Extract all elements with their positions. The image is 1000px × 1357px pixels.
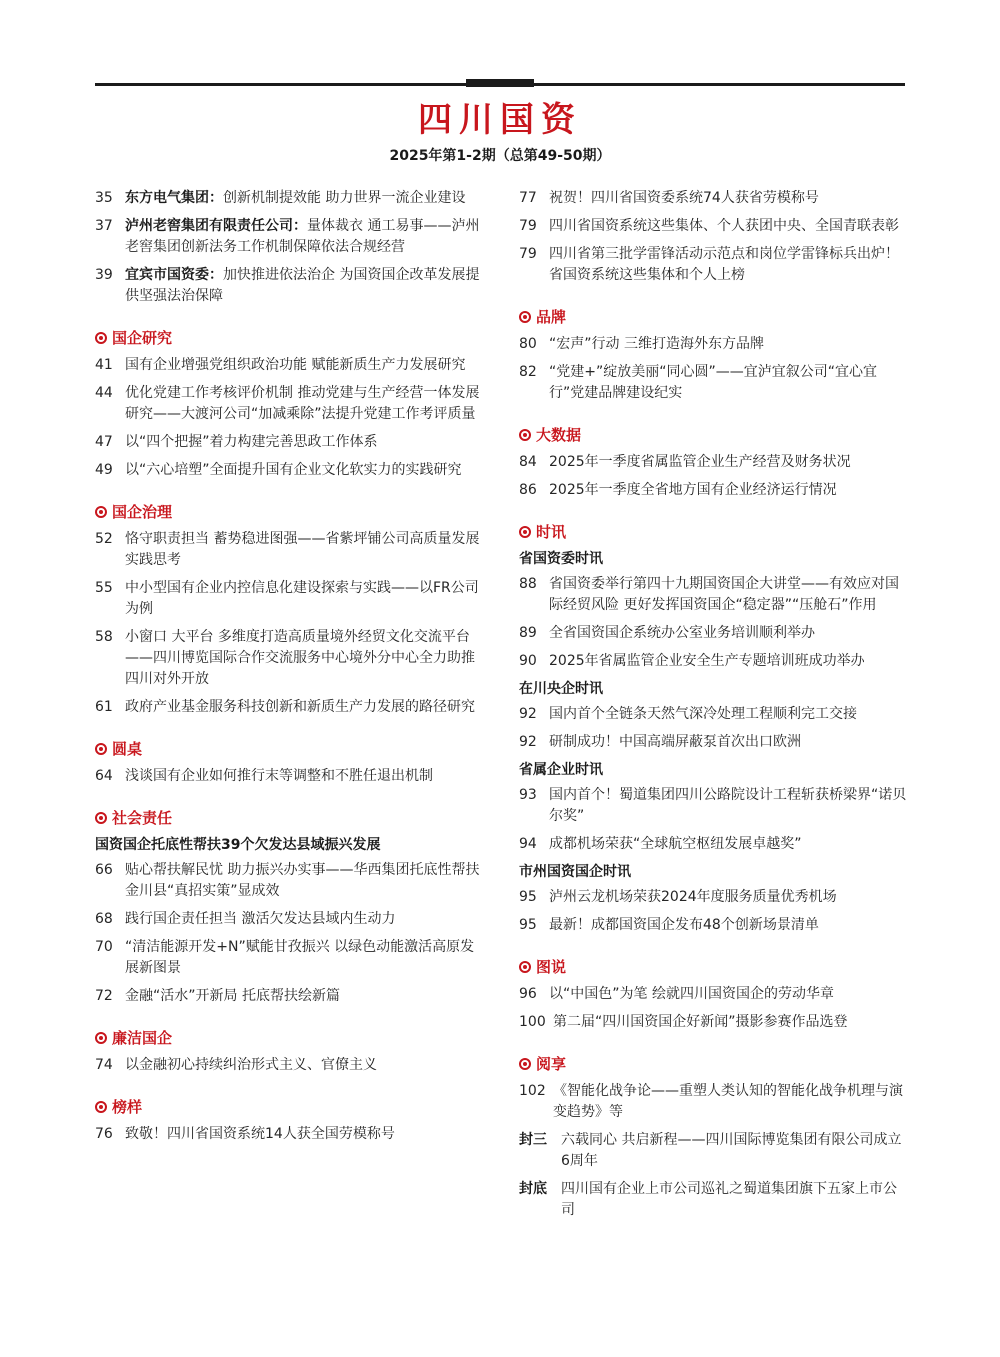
bullet-ring-icon	[519, 429, 531, 441]
page-number: 49	[95, 462, 113, 478]
toc-entry[interactable]	[95, 383, 481, 425]
bullet-ring-icon	[519, 311, 531, 323]
toc-entry[interactable]	[95, 578, 481, 620]
toc-entry[interactable]	[519, 188, 907, 209]
page-number: 52	[95, 531, 113, 547]
organization-name: 宜宾市国资委：	[125, 267, 223, 283]
toc-entry[interactable]	[519, 887, 907, 908]
article-title: 恪守职责担当 蓄势稳进图强——省紫坪铺公司高质量发展实践思考	[125, 531, 480, 568]
top-rule-tab	[466, 79, 534, 87]
article-title: 全省国资国企系统办公室业务培训顺利举办	[549, 625, 815, 641]
bullet-ring-icon	[95, 506, 107, 518]
toc-entry[interactable]	[95, 909, 481, 930]
page-number: 79	[519, 218, 537, 234]
article-title: 六载同心 共启新程——四川国际博览集团有限公司成立6周年	[561, 1132, 902, 1169]
bullet-ring-icon	[519, 1058, 531, 1070]
toc-entry[interactable]	[95, 1055, 481, 1076]
page-number: 89	[519, 625, 537, 641]
toc-entry[interactable]	[519, 362, 907, 404]
page-number: 102	[519, 1083, 546, 1099]
bullet-ring-icon	[95, 332, 107, 344]
article-title: “党建+”绽放美丽“同心圆”——宜泸宜叙公司“宜心宜行”党建品牌建设纪实	[549, 364, 877, 401]
page-number: 96	[519, 986, 537, 1002]
toc-entry[interactable]	[519, 334, 907, 355]
page-number: 47	[95, 434, 113, 450]
article-title: 四川国有企业上市公司巡礼之蜀道集团旗下五家上市公司	[561, 1181, 897, 1218]
bullet-ring-icon	[95, 812, 107, 824]
bullet-ring-icon	[95, 743, 107, 755]
section-heading-research: 国企研究	[95, 327, 481, 349]
section-heading-roundtable: 圆桌	[95, 738, 481, 760]
article-title: 贴心帮扶解民忧 助力振兴办实事——华西集团托底性帮扶金川县“真招实策”显成效	[125, 862, 480, 899]
toc-entry[interactable]	[519, 785, 907, 827]
toc-entry[interactable]	[95, 986, 481, 1007]
article-title: 政府产业基金服务科技创新和新质生产力发展的路径研究	[125, 699, 475, 715]
toc-entry[interactable]	[95, 860, 481, 902]
page-number: 61	[95, 699, 113, 715]
toc-entry[interactable]	[519, 574, 907, 616]
page-number: 70	[95, 939, 113, 955]
section-heading-social-responsibility: 社会责任	[95, 807, 481, 829]
toc-entry[interactable]	[95, 265, 481, 307]
toc-entry[interactable]	[519, 704, 907, 725]
section-heading-news: 时讯	[519, 521, 907, 543]
article-title: 以“六心培塑”全面提升国有企业文化软实力的实践研究	[125, 462, 462, 478]
toc-right-column	[519, 188, 907, 1228]
toc-entry[interactable]	[519, 732, 907, 753]
article-title: 以“中国色”为笔 绘就四川国资国企的劳动华章	[549, 986, 834, 1002]
page-number: 44	[95, 385, 113, 401]
article-title: 践行国企责任担当 激活欠发达县域内生动力	[125, 911, 396, 927]
toc-entry[interactable]	[519, 1081, 907, 1123]
article-title: 《智能化战争论——重塑人类认知的智能化战争机理与演变趋势》等	[553, 1083, 903, 1120]
page-number: 88	[519, 576, 537, 592]
page-number: 90	[519, 653, 537, 669]
page-number: 72	[95, 988, 113, 1004]
page-number: 37	[95, 218, 113, 234]
toc-entry[interactable]	[95, 766, 481, 787]
page-number: 100	[519, 1014, 546, 1030]
section-heading-brand: 品牌	[519, 306, 907, 328]
toc-left-column	[95, 188, 481, 1152]
section-heading-pictorial: 图说	[519, 956, 907, 978]
toc-entry[interactable]	[95, 216, 481, 258]
organization-name: 东方电气集团：	[125, 190, 223, 206]
article-title: 2025年省属监管企业安全生产专题培训班成功举办	[549, 653, 865, 669]
article-title: 小窗口 大平台 多维度打造高质量境外经贸文化交流平台——四川博览国际合作交流服务中心境外分中心全力助推四川对外开放	[125, 629, 475, 687]
page-number: 80	[519, 336, 537, 352]
toc-entry[interactable]	[95, 1124, 481, 1145]
toc-entry[interactable]	[519, 915, 907, 936]
bullet-ring-icon	[95, 1032, 107, 1044]
article-title: 四川省国资系统这些集体、个人获团中央、全国青联表彰	[549, 218, 899, 234]
toc-entry[interactable]	[95, 529, 481, 571]
toc-entry[interactable]	[519, 480, 907, 501]
page-number: 95	[519, 917, 537, 933]
section-heading-role-models: 榜样	[95, 1096, 481, 1118]
article-title: 2025年一季度省属监管企业生产经营及财务状况	[549, 454, 851, 470]
page-number: 79	[519, 246, 537, 262]
article-title: 金融“活水”开新局 托底帮扶绘新篇	[125, 988, 340, 1004]
toc-entry[interactable]	[519, 244, 907, 286]
page-number: 93	[519, 787, 537, 803]
article-title: 四川省第三批学雷锋活动示范点和岗位学雷锋标兵出炉！省国资系统这些集体和个人上榜	[549, 246, 899, 283]
page-number: 76	[95, 1126, 113, 1142]
page-number: 58	[95, 629, 113, 645]
bullet-ring-icon	[519, 526, 531, 538]
toc-entry[interactable]	[95, 432, 481, 453]
page-number: 74	[95, 1057, 113, 1073]
section-subheading: 国资国企托底性帮扶39个欠发达县域振兴发展	[95, 837, 381, 853]
bullet-ring-icon	[519, 961, 531, 973]
section-heading-reading: 阅享	[519, 1053, 907, 1075]
article-title: “宏声”行动 三维打造海外东方品牌	[549, 336, 764, 352]
article-title: 国内首个！蜀道集团四川公路院设计工程斩获桥梁界“诺贝尔奖”	[549, 787, 907, 824]
page-number: 35	[95, 190, 113, 206]
page-number: 39	[95, 267, 113, 283]
page-number: 66	[95, 862, 113, 878]
toc-entry[interactable]	[95, 355, 481, 376]
section-heading-governance: 国企治理	[95, 501, 481, 523]
page-number: 55	[95, 580, 113, 596]
page-number: 68	[95, 911, 113, 927]
section-subheading: 省属企业时讯	[519, 762, 603, 778]
page-number: 84	[519, 454, 537, 470]
article-title: “清洁能源开发+N”赋能甘孜振兴 以绿色动能激活高原发展新图景	[125, 939, 475, 976]
toc-entry[interactable]	[95, 697, 481, 718]
article-title: 第二届“四川国资国企好新闻”摄影参赛作品选登	[553, 1014, 848, 1030]
toc-entry[interactable]	[95, 627, 481, 690]
section-subheading: 省国资委时讯	[519, 551, 603, 567]
article-title: 加快推进依法治企 为国资国企改革发展提供坚强法治保障	[125, 267, 480, 304]
toc-entry[interactable]	[519, 452, 907, 473]
page-number: 86	[519, 482, 537, 498]
page-number: 92	[519, 734, 537, 750]
page-number: 41	[95, 357, 113, 373]
article-title: 泸州云龙机场荣获2024年度服务质量优秀机场	[549, 889, 837, 905]
article-title: 研制成功！中国高端屏蔽泵首次出口欧洲	[549, 734, 801, 750]
masthead-title: 四川国资	[418, 100, 582, 140]
article-title: 以金融初心持续纠治形式主义、官僚主义	[125, 1057, 377, 1073]
article-title: 2025年一季度全省地方国有企业经济运行情况	[549, 482, 837, 498]
article-title: 省国资委举行第四十九期国资国企大讲堂——有效应对国际经贸风险 更好发挥国资国企“稳定器”“压舱石”作用	[549, 576, 899, 613]
toc-entry[interactable]	[95, 937, 481, 979]
cover-tag: 封三	[519, 1132, 547, 1148]
article-title: 国内首个全链条天然气深冷处理工程顺利完工交接	[549, 706, 857, 722]
page-number: 77	[519, 190, 537, 206]
section-heading-integrity: 廉洁国企	[95, 1027, 481, 1049]
page-number: 94	[519, 836, 537, 852]
article-title: 最新！成都国资国企发布48个创新场景清单	[549, 917, 819, 933]
bullet-ring-icon	[95, 1101, 107, 1113]
toc-entry[interactable]	[95, 460, 481, 481]
toc-entry[interactable]	[519, 1012, 907, 1033]
article-title: 量体裁衣 通工易事——泸州老窖集团创新法务工作机制保障依法合规经营	[125, 218, 480, 255]
page-number: 95	[519, 889, 537, 905]
section-subheading: 在川央企时讯	[519, 681, 603, 697]
article-title: 优化党建工作考核评价机制 推动党建与生产经营一体发展研究——大渡河公司“加减乘除”法提升党建工作考评质量	[125, 385, 480, 422]
toc-entry[interactable]	[519, 216, 907, 237]
toc-entry[interactable]	[519, 984, 907, 1005]
toc-entry[interactable]	[519, 623, 907, 644]
section-heading-big-data: 大数据	[519, 424, 907, 446]
toc-entry[interactable]	[95, 188, 481, 209]
section-subheading: 市州国资国企时讯	[519, 864, 631, 880]
article-title: 国有企业增强党组织政治功能 赋能新质生产力发展研究	[125, 357, 466, 373]
article-title: 浅谈国有企业如何推行末等调整和不胜任退出机制	[125, 768, 433, 784]
page-number: 92	[519, 706, 537, 722]
article-title: 以“四个把握”着力构建完善思政工作体系	[125, 434, 378, 450]
article-title: 成都机场荣获“全球航空枢纽发展卓越奖”	[549, 836, 802, 852]
page-number: 64	[95, 768, 113, 784]
article-title: 创新机制提效能 助力世界一流企业建设	[223, 190, 466, 206]
toc-entry[interactable]	[519, 834, 907, 855]
page-number: 82	[519, 364, 537, 380]
article-title: 致敬！四川省国资系统14人获全国劳模称号	[125, 1126, 395, 1142]
article-title: 中小型国有企业内控信息化建设探索与实践——以FR公司为例	[125, 580, 479, 617]
issue-number: 2025年第1-2期（总第49-50期）	[389, 148, 611, 164]
toc-entry-cover-three[interactable]	[519, 1130, 907, 1172]
article-title: 祝贺！四川省国资委系统74人获省劳模称号	[549, 190, 819, 206]
organization-name: 泸州老窖集团有限责任公司：	[125, 218, 307, 234]
toc-entry-back-cover[interactable]	[519, 1179, 907, 1221]
cover-tag: 封底	[519, 1181, 547, 1197]
toc-entry[interactable]	[519, 651, 907, 672]
